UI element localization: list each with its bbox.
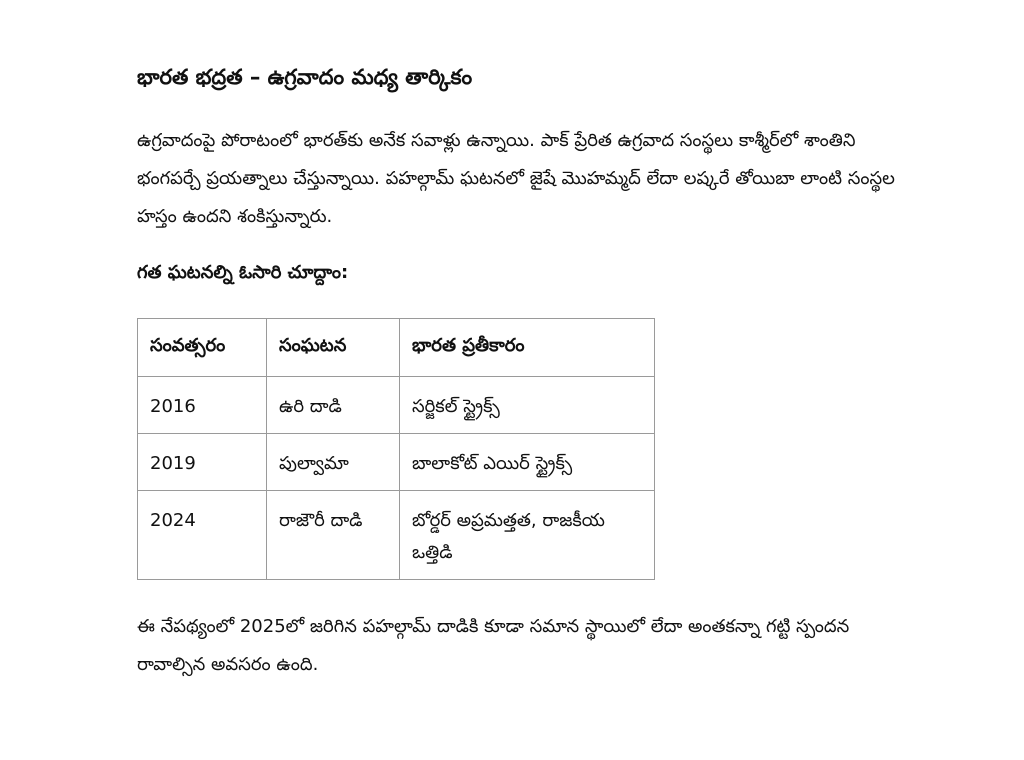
intro-paragraph: ఉగ్రవాదంపై పోరాటంలో భారత్‌కు అనేక సవాళ్లు ఉన్నాయి. పాక్ ప్రేరిత ఉగ్రవాద సంస్థలు కాశ్మీర్‌లో శాంతిని భంగపర్చే ప్రయత్నాలు చేస్తున్నాయి. పహల్గామ్ ఘటనలో జైషే మొహమ్మద్ లేదా లష్కరే తోయిబా లాంటి సంస్థల హస్తం ఉందని శంకిస్తున్నారు.: [137, 130, 895, 227]
cell-year: 2016: [138, 377, 267, 434]
cell-incident: రాజౌరీ దాడి: [267, 491, 400, 580]
table-row: [138, 377, 655, 434]
document-title: భారత భద్రత – ఉగ్రవాదం మధ్య తార్కికం: [137, 65, 473, 89]
cell-response: బాలాకోట్ ఎయిర్ స్ట్రైక్స్: [400, 434, 655, 491]
cell-year: 2019: [138, 434, 267, 491]
cell-response: సర్జికల్ స్ట్రైక్స్: [400, 377, 655, 434]
closing-paragraph: ఈ నేపథ్యంలో 2025లో జరిగిన పహల్గామ్ దాడికి కూడా సమాన స్థాయిలో లేదా అంతకన్నా గట్టి స్పందన రావాల్సిన అవసరం ఉంది.: [137, 616, 850, 675]
cell-incident: ఉరి దాడి: [267, 377, 400, 434]
header-year: సంవత్సరం: [138, 319, 267, 377]
incidents-table: [137, 318, 655, 580]
cell-response: బోర్డర్ అప్రమత్తత, రాజకీయ ఒత్తిడి: [400, 491, 655, 580]
cell-year: 2024: [138, 491, 267, 580]
table-row: [138, 434, 655, 491]
table-row: [138, 491, 655, 580]
section-subheading: గత ఘటనల్ని ఓసారి చూద్దాం:: [137, 262, 349, 283]
document-body: [137, 62, 897, 684]
cell-incident: పుల్వామా: [267, 434, 400, 491]
header-incident: సంఘటన: [267, 319, 400, 377]
header-response: భారత ప్రతీకారం: [400, 319, 655, 377]
table-header-row: [138, 319, 655, 377]
